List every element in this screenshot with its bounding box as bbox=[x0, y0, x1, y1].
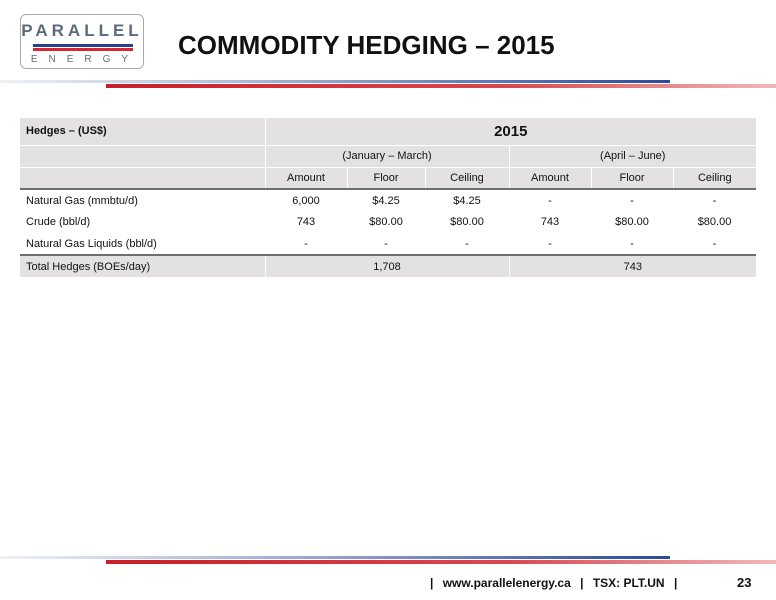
footer-separator: | bbox=[673, 576, 678, 590]
footer-divider bbox=[0, 556, 776, 566]
table-cell: $80.00 bbox=[450, 216, 484, 228]
footer-separator: | bbox=[580, 576, 584, 590]
column-header: Floor bbox=[591, 167, 673, 189]
table-cell: $80.00 bbox=[615, 216, 649, 228]
column-header-row bbox=[20, 167, 756, 189]
table-header-row bbox=[20, 118, 756, 145]
company-logo bbox=[20, 14, 144, 69]
table-cell: $80.00 bbox=[369, 216, 403, 228]
row-label: Crude (bbl/d) bbox=[26, 216, 91, 228]
total-q2-value: 743 bbox=[509, 255, 756, 277]
table-cell: - bbox=[548, 237, 552, 250]
footer-separator: | bbox=[430, 576, 434, 590]
year-header: 2015 bbox=[265, 118, 756, 145]
row-label: Natural Gas Liquids (bbl/d) bbox=[26, 237, 157, 250]
table-cell: $80.00 bbox=[697, 216, 732, 228]
period-q1-header: (January – March) bbox=[265, 145, 509, 167]
column-header: Amount bbox=[509, 167, 591, 189]
table-cell: 743 bbox=[296, 216, 316, 228]
row-label: Natural Gas (mmbtu/d) bbox=[26, 194, 138, 207]
column-header: Amount bbox=[265, 167, 347, 189]
table-cell: $4.25 bbox=[372, 194, 400, 207]
table-cell: 743 bbox=[540, 216, 560, 228]
table-cell: - bbox=[630, 194, 634, 207]
footer-bar bbox=[430, 576, 683, 590]
table-cell: - bbox=[384, 237, 388, 250]
table-cell: - bbox=[304, 237, 308, 250]
logo-red-stripe bbox=[33, 48, 133, 51]
table-cell: - bbox=[630, 237, 634, 250]
column-header: Ceiling bbox=[425, 167, 509, 189]
logo-wordmark-top: PARALLEL bbox=[21, 21, 143, 40]
hedges-label-header: Hedges – (US$) bbox=[20, 118, 265, 145]
table-row bbox=[20, 233, 756, 255]
header-divider bbox=[0, 80, 776, 90]
logo-wordmark-bottom: ENERGY bbox=[30, 54, 140, 65]
page-number: 23 bbox=[737, 575, 752, 590]
hedging-table bbox=[20, 118, 756, 277]
period-q2-header: (April – June) bbox=[509, 145, 756, 167]
table-cell: - bbox=[712, 237, 717, 250]
table-cell: - bbox=[465, 237, 469, 250]
total-label: Total Hedges (BOEs/day) bbox=[20, 255, 265, 277]
table-row bbox=[20, 211, 756, 233]
column-header: Floor bbox=[347, 167, 425, 189]
website-link[interactable]: www.parallelenergy.ca bbox=[442, 576, 571, 590]
total-row bbox=[20, 255, 756, 277]
column-header: Ceiling bbox=[673, 167, 756, 189]
table-cell: - bbox=[548, 194, 552, 207]
ticker-symbol: TSX: PLT.UN bbox=[592, 576, 665, 590]
total-q1-value: 1,708 bbox=[265, 255, 509, 277]
table-cell: 6,000 bbox=[292, 194, 320, 207]
logo-blue-stripe bbox=[33, 44, 133, 47]
table-row bbox=[20, 189, 756, 211]
period-header-row bbox=[20, 145, 756, 167]
slide-title: COMMODITY HEDGING – 2015 bbox=[178, 30, 555, 60]
table-cell: $4.25 bbox=[453, 194, 481, 207]
table-cell: - bbox=[712, 194, 717, 207]
